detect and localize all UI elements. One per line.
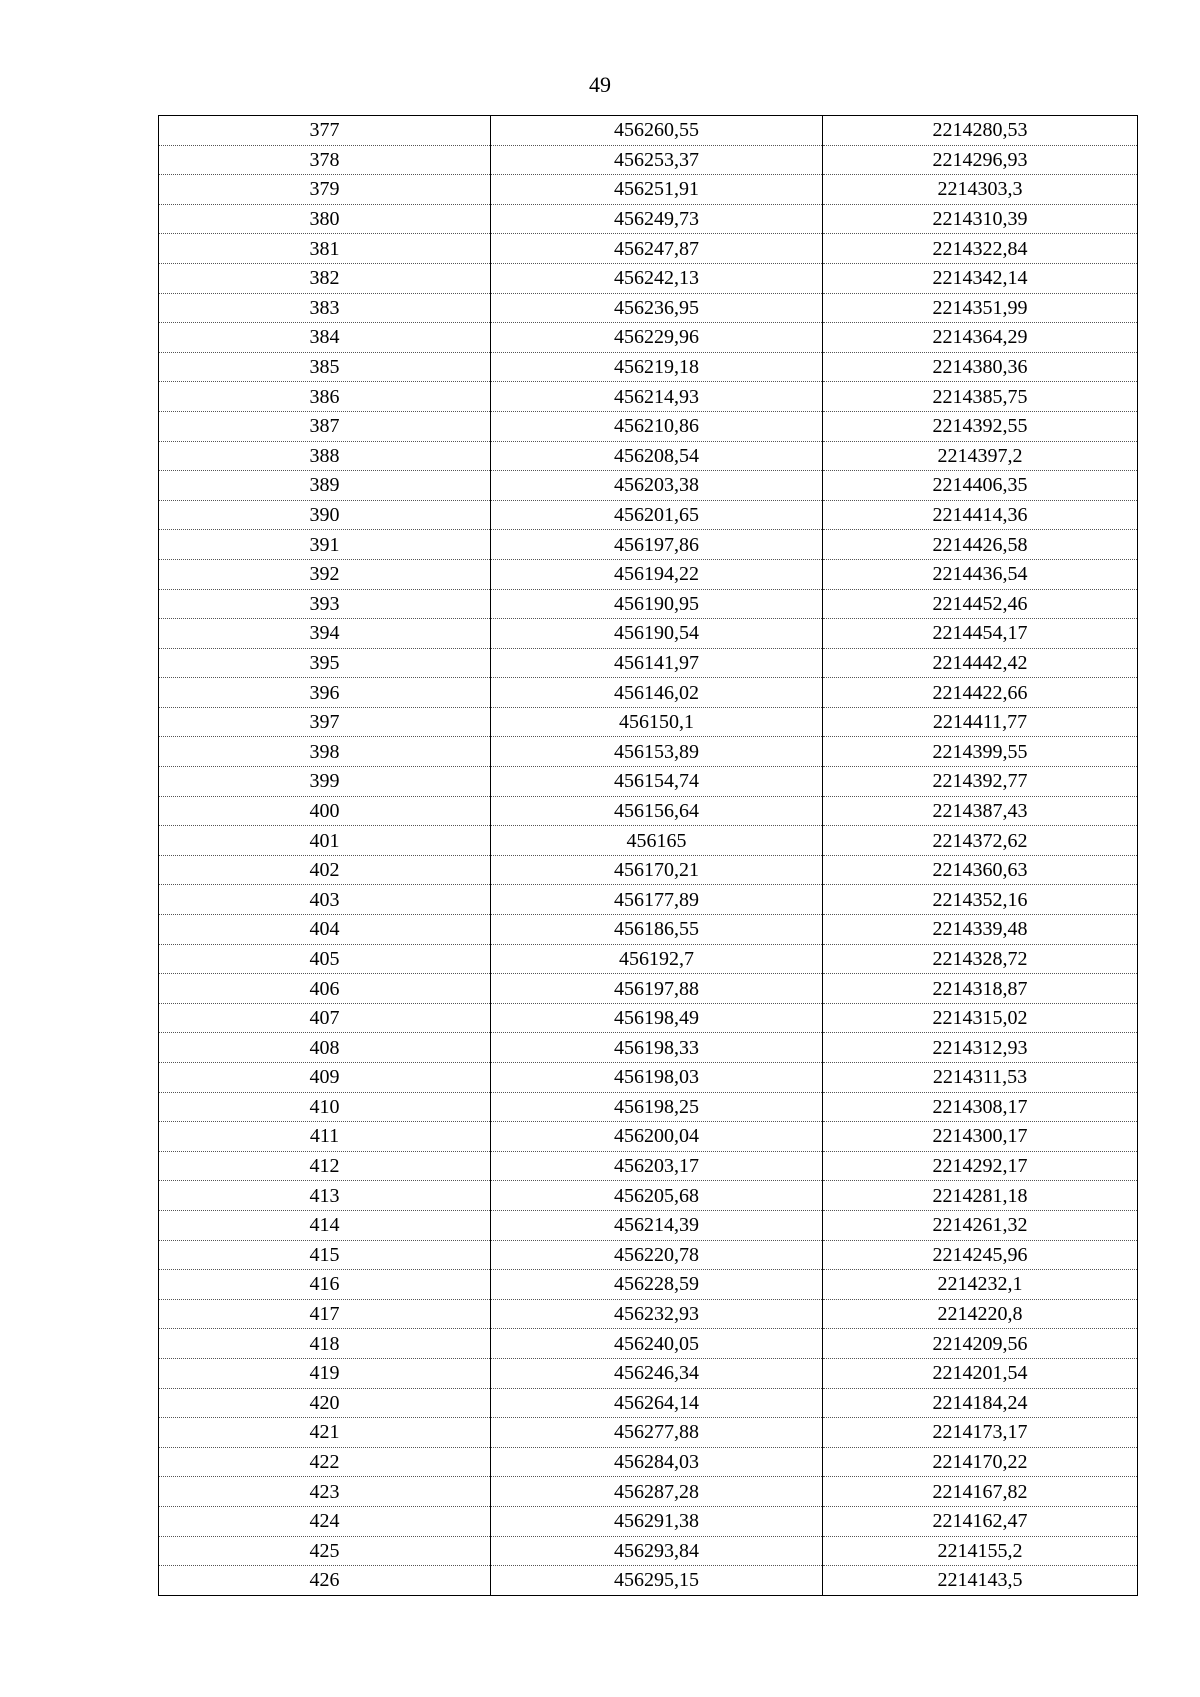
y-coordinate-cell: 2214322,84: [823, 234, 1138, 264]
point-number-cell: 400: [159, 796, 491, 826]
point-number-cell: 390: [159, 500, 491, 530]
x-coordinate-cell: 456236,95: [491, 293, 823, 323]
y-coordinate-cell: 2214162,47: [823, 1506, 1138, 1536]
point-number-cell: 409: [159, 1063, 491, 1093]
y-coordinate-cell: 2214232,1: [823, 1270, 1138, 1300]
x-coordinate-cell: 456198,49: [491, 1003, 823, 1033]
table-row: [159, 855, 1138, 885]
y-coordinate-cell: 2214452,46: [823, 589, 1138, 619]
point-number-cell: 403: [159, 885, 491, 915]
table-row: [159, 974, 1138, 1004]
table-row: [159, 1240, 1138, 1270]
table-row: [159, 767, 1138, 797]
table-row: [159, 500, 1138, 530]
x-coordinate-cell: 456229,96: [491, 323, 823, 353]
y-coordinate-cell: 2214328,72: [823, 944, 1138, 974]
x-coordinate-cell: 456228,59: [491, 1270, 823, 1300]
x-coordinate-cell: 456251,91: [491, 175, 823, 205]
point-number-cell: 408: [159, 1033, 491, 1063]
y-coordinate-cell: 2214414,36: [823, 500, 1138, 530]
y-coordinate-cell: 2214315,02: [823, 1003, 1138, 1033]
point-number-cell: 410: [159, 1092, 491, 1122]
table-row: [159, 263, 1138, 293]
y-coordinate-cell: 2214261,32: [823, 1210, 1138, 1240]
point-number-cell: 398: [159, 737, 491, 767]
point-number-cell: 385: [159, 352, 491, 382]
point-number-cell: 396: [159, 678, 491, 708]
table-row: [159, 204, 1138, 234]
table-row: [159, 1122, 1138, 1152]
table-row: [159, 1418, 1138, 1448]
table-row: [159, 1388, 1138, 1418]
point-number-cell: 421: [159, 1418, 491, 1448]
x-coordinate-cell: 456246,34: [491, 1358, 823, 1388]
x-coordinate-cell: 456219,18: [491, 352, 823, 382]
table-row: [159, 1506, 1138, 1536]
table-row: [159, 796, 1138, 826]
y-coordinate-cell: 2214454,17: [823, 619, 1138, 649]
y-coordinate-cell: 2214406,35: [823, 471, 1138, 501]
point-number-cell: 379: [159, 175, 491, 205]
table-row: [159, 1003, 1138, 1033]
x-coordinate-cell: 456198,03: [491, 1063, 823, 1093]
y-coordinate-cell: 2214352,16: [823, 885, 1138, 915]
y-coordinate-cell: 2214387,43: [823, 796, 1138, 826]
y-coordinate-cell: 2214245,96: [823, 1240, 1138, 1270]
x-coordinate-cell: 456192,7: [491, 944, 823, 974]
point-number-cell: 420: [159, 1388, 491, 1418]
y-coordinate-cell: 2214281,18: [823, 1181, 1138, 1211]
x-coordinate-cell: 456198,25: [491, 1092, 823, 1122]
point-number-cell: 394: [159, 619, 491, 649]
x-coordinate-cell: 456208,54: [491, 441, 823, 471]
y-coordinate-cell: 2214143,5: [823, 1566, 1138, 1596]
y-coordinate-cell: 2214300,17: [823, 1122, 1138, 1152]
x-coordinate-cell: 456146,02: [491, 678, 823, 708]
x-coordinate-cell: 456203,38: [491, 471, 823, 501]
y-coordinate-cell: 2214339,48: [823, 915, 1138, 945]
y-coordinate-cell: 2214310,39: [823, 204, 1138, 234]
x-coordinate-cell: 456214,39: [491, 1210, 823, 1240]
y-coordinate-cell: 2214296,93: [823, 145, 1138, 175]
x-coordinate-cell: 456200,04: [491, 1122, 823, 1152]
point-number-cell: 392: [159, 559, 491, 589]
table-row: [159, 1536, 1138, 1566]
table-row: [159, 441, 1138, 471]
y-coordinate-cell: 2214392,77: [823, 767, 1138, 797]
x-coordinate-cell: 456210,86: [491, 411, 823, 441]
y-coordinate-cell: 2214280,53: [823, 116, 1138, 146]
point-number-cell: 388: [159, 441, 491, 471]
table-row: [159, 1210, 1138, 1240]
point-number-cell: 415: [159, 1240, 491, 1270]
table-row: [159, 175, 1138, 205]
table-row: [159, 145, 1138, 175]
point-number-cell: 419: [159, 1358, 491, 1388]
y-coordinate-cell: 2214372,62: [823, 826, 1138, 856]
table-row: [159, 915, 1138, 945]
table-row: [159, 944, 1138, 974]
point-number-cell: 426: [159, 1566, 491, 1596]
point-number-cell: 425: [159, 1536, 491, 1566]
x-coordinate-cell: 456284,03: [491, 1447, 823, 1477]
point-number-cell: 393: [159, 589, 491, 619]
point-number-cell: 423: [159, 1477, 491, 1507]
table-row: [159, 589, 1138, 619]
y-coordinate-cell: 2214426,58: [823, 530, 1138, 560]
table-row: [159, 826, 1138, 856]
point-number-cell: 406: [159, 974, 491, 1004]
x-coordinate-cell: 456247,87: [491, 234, 823, 264]
table-row: [159, 293, 1138, 323]
table-row: [159, 737, 1138, 767]
table-row: [159, 1566, 1138, 1596]
point-number-cell: 387: [159, 411, 491, 441]
point-number-cell: 395: [159, 648, 491, 678]
x-coordinate-cell: 456214,93: [491, 382, 823, 412]
point-number-cell: 413: [159, 1181, 491, 1211]
table-row: [159, 885, 1138, 915]
x-coordinate-cell: 456242,13: [491, 263, 823, 293]
point-number-cell: 383: [159, 293, 491, 323]
point-number-cell: 378: [159, 145, 491, 175]
point-number-cell: 389: [159, 471, 491, 501]
y-coordinate-cell: 2214422,66: [823, 678, 1138, 708]
point-number-cell: 377: [159, 116, 491, 146]
point-number-cell: 418: [159, 1329, 491, 1359]
x-coordinate-cell: 456156,64: [491, 796, 823, 826]
y-coordinate-cell: 2214318,87: [823, 974, 1138, 1004]
point-number-cell: 404: [159, 915, 491, 945]
x-coordinate-cell: 456190,54: [491, 619, 823, 649]
x-coordinate-cell: 456150,1: [491, 707, 823, 737]
x-coordinate-cell: 456277,88: [491, 1418, 823, 1448]
x-coordinate-cell: 456291,38: [491, 1506, 823, 1536]
x-coordinate-cell: 456253,37: [491, 145, 823, 175]
x-coordinate-cell: 456205,68: [491, 1181, 823, 1211]
table-row: [159, 1299, 1138, 1329]
x-coordinate-cell: 456170,21: [491, 855, 823, 885]
point-number-cell: 417: [159, 1299, 491, 1329]
y-coordinate-cell: 2214155,2: [823, 1536, 1138, 1566]
y-coordinate-cell: 2214167,82: [823, 1477, 1138, 1507]
x-coordinate-cell: 456287,28: [491, 1477, 823, 1507]
coordinates-table: [158, 115, 1138, 1596]
point-number-cell: 397: [159, 707, 491, 737]
point-number-cell: 412: [159, 1151, 491, 1181]
x-coordinate-cell: 456264,14: [491, 1388, 823, 1418]
y-coordinate-cell: 2214209,56: [823, 1329, 1138, 1359]
x-coordinate-cell: 456203,17: [491, 1151, 823, 1181]
y-coordinate-cell: 2214170,22: [823, 1447, 1138, 1477]
x-coordinate-cell: 456141,97: [491, 648, 823, 678]
table-row: [159, 471, 1138, 501]
x-coordinate-cell: 456220,78: [491, 1240, 823, 1270]
table-row: [159, 116, 1138, 146]
y-coordinate-cell: 2214184,24: [823, 1388, 1138, 1418]
coordinates-table-body: [159, 116, 1138, 1596]
table-row: [159, 1151, 1138, 1181]
point-number-cell: 424: [159, 1506, 491, 1536]
table-row: [159, 1270, 1138, 1300]
table-row: [159, 1033, 1138, 1063]
y-coordinate-cell: 2214342,14: [823, 263, 1138, 293]
table-row: [159, 411, 1138, 441]
y-coordinate-cell: 2214311,53: [823, 1063, 1138, 1093]
point-number-cell: 380: [159, 204, 491, 234]
y-coordinate-cell: 2214436,54: [823, 559, 1138, 589]
y-coordinate-cell: 2214442,42: [823, 648, 1138, 678]
y-coordinate-cell: 2214385,75: [823, 382, 1138, 412]
y-coordinate-cell: 2214392,55: [823, 411, 1138, 441]
x-coordinate-cell: 456153,89: [491, 737, 823, 767]
y-coordinate-cell: 2214308,17: [823, 1092, 1138, 1122]
x-coordinate-cell: 456194,22: [491, 559, 823, 589]
table-row: [159, 648, 1138, 678]
table-row: [159, 352, 1138, 382]
point-number-cell: 411: [159, 1122, 491, 1152]
point-number-cell: 402: [159, 855, 491, 885]
x-coordinate-cell: 456260,55: [491, 116, 823, 146]
table-row: [159, 234, 1138, 264]
table-row: [159, 1447, 1138, 1477]
x-coordinate-cell: 456154,74: [491, 767, 823, 797]
table-row: [159, 678, 1138, 708]
point-number-cell: 386: [159, 382, 491, 412]
x-coordinate-cell: 456249,73: [491, 204, 823, 234]
point-number-cell: 399: [159, 767, 491, 797]
x-coordinate-cell: 456201,65: [491, 500, 823, 530]
table-row: [159, 1477, 1138, 1507]
y-coordinate-cell: 2214292,17: [823, 1151, 1138, 1181]
table-row: [159, 1063, 1138, 1093]
x-coordinate-cell: 456197,88: [491, 974, 823, 1004]
x-coordinate-cell: 456165: [491, 826, 823, 856]
table-row: [159, 619, 1138, 649]
x-coordinate-cell: 456186,55: [491, 915, 823, 945]
point-number-cell: 414: [159, 1210, 491, 1240]
x-coordinate-cell: 456198,33: [491, 1033, 823, 1063]
point-number-cell: 416: [159, 1270, 491, 1300]
y-coordinate-cell: 2214360,63: [823, 855, 1138, 885]
point-number-cell: 391: [159, 530, 491, 560]
point-number-cell: 382: [159, 263, 491, 293]
y-coordinate-cell: 2214312,93: [823, 1033, 1138, 1063]
x-coordinate-cell: 456240,05: [491, 1329, 823, 1359]
table-row: [159, 707, 1138, 737]
x-coordinate-cell: 456232,93: [491, 1299, 823, 1329]
point-number-cell: 407: [159, 1003, 491, 1033]
table-row: [159, 1092, 1138, 1122]
table-row: [159, 323, 1138, 353]
page-number: 49: [589, 72, 611, 97]
table-row: [159, 1181, 1138, 1211]
y-coordinate-cell: 2214220,8: [823, 1299, 1138, 1329]
table-row: [159, 1358, 1138, 1388]
x-coordinate-cell: 456197,86: [491, 530, 823, 560]
table-row: [159, 559, 1138, 589]
y-coordinate-cell: 2214303,3: [823, 175, 1138, 205]
point-number-cell: 405: [159, 944, 491, 974]
y-coordinate-cell: 2214173,17: [823, 1418, 1138, 1448]
y-coordinate-cell: 2214380,36: [823, 352, 1138, 382]
y-coordinate-cell: 2214364,29: [823, 323, 1138, 353]
x-coordinate-cell: 456190,95: [491, 589, 823, 619]
y-coordinate-cell: 2214411,77: [823, 707, 1138, 737]
table-row: [159, 382, 1138, 412]
x-coordinate-cell: 456293,84: [491, 1536, 823, 1566]
point-number-cell: 422: [159, 1447, 491, 1477]
y-coordinate-cell: 2214351,99: [823, 293, 1138, 323]
y-coordinate-cell: 2214397,2: [823, 441, 1138, 471]
point-number-cell: 384: [159, 323, 491, 353]
table-row: [159, 530, 1138, 560]
table-row: [159, 1329, 1138, 1359]
y-coordinate-cell: 2214201,54: [823, 1358, 1138, 1388]
x-coordinate-cell: 456295,15: [491, 1566, 823, 1596]
x-coordinate-cell: 456177,89: [491, 885, 823, 915]
point-number-cell: 401: [159, 826, 491, 856]
y-coordinate-cell: 2214399,55: [823, 737, 1138, 767]
point-number-cell: 381: [159, 234, 491, 264]
